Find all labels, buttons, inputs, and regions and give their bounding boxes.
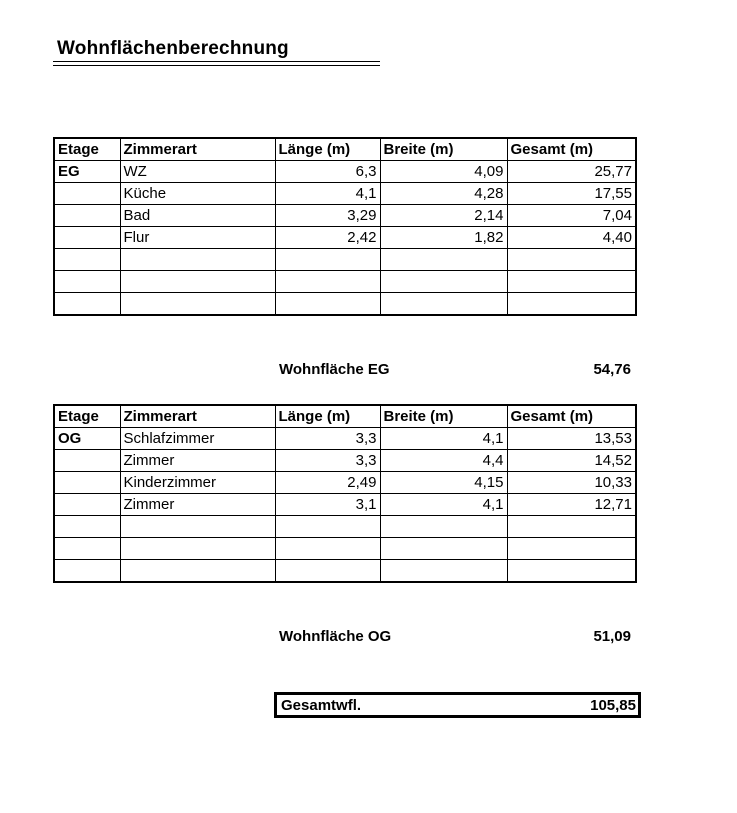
empty-row	[54, 538, 636, 560]
header-gesamt: Gesamt (m)	[507, 405, 636, 428]
total-box	[274, 692, 641, 718]
total-label: Gesamtwfl.	[281, 696, 362, 714]
room-cell: Schlafzimmer	[120, 428, 275, 450]
room-cell: WZ	[120, 161, 275, 183]
room-cell: Bad	[120, 205, 275, 227]
etage-cell	[54, 183, 120, 205]
gesamt-cell: 17,55	[507, 183, 636, 205]
gesamt-cell: 10,33	[507, 472, 636, 494]
room-cell: Flur	[120, 227, 275, 249]
header-etage: Etage	[54, 405, 120, 428]
gesamt-cell: 4,40	[507, 227, 636, 249]
breite-cell: 4,4	[380, 450, 507, 472]
sum-og	[279, 628, 631, 645]
laenge-cell: 3,1	[275, 494, 380, 516]
table-row	[54, 205, 636, 227]
laenge-cell: 4,1	[275, 183, 380, 205]
gesamt-cell: 7,04	[507, 205, 636, 227]
etage-cell	[54, 205, 120, 227]
gesamt-cell: 14,52	[507, 450, 636, 472]
breite-cell: 4,1	[380, 494, 507, 516]
laenge-cell: 3,29	[275, 205, 380, 227]
etage-cell	[54, 472, 120, 494]
sum-eg	[279, 361, 631, 378]
etage-cell	[54, 227, 120, 249]
table-row	[54, 227, 636, 249]
header-gesamt: Gesamt (m)	[507, 138, 636, 161]
room-cell: Kinderzimmer	[120, 472, 275, 494]
breite-cell: 4,28	[380, 183, 507, 205]
laenge-cell: 6,3	[275, 161, 380, 183]
table-row	[54, 494, 636, 516]
empty-row	[54, 516, 636, 538]
header-breite: Breite (m)	[380, 138, 507, 161]
total-value: 105,85	[590, 696, 636, 714]
header-zimmerart: Zimmerart	[120, 138, 275, 161]
breite-cell: 2,14	[380, 205, 507, 227]
etage-cell	[54, 494, 120, 516]
sum-og-value: 51,09	[593, 628, 631, 645]
empty-row	[54, 293, 636, 316]
table-eg	[53, 137, 637, 316]
sum-eg-label: Wohnfläche EG	[279, 361, 390, 378]
table-header-row	[54, 138, 636, 161]
room-cell: Zimmer	[120, 494, 275, 516]
header-laenge: Länge (m)	[275, 405, 380, 428]
header-etage: Etage	[54, 138, 120, 161]
title-underline	[53, 61, 380, 66]
table-header-row	[54, 405, 636, 428]
breite-cell: 4,15	[380, 472, 507, 494]
room-cell: Küche	[120, 183, 275, 205]
laenge-cell: 2,42	[275, 227, 380, 249]
header-zimmerart: Zimmerart	[120, 405, 275, 428]
gesamt-cell: 12,71	[507, 494, 636, 516]
laenge-cell: 2,49	[275, 472, 380, 494]
sum-og-label: Wohnfläche OG	[279, 628, 392, 645]
sum-eg-value: 54,76	[593, 361, 631, 378]
etage-cell: OG	[54, 428, 120, 450]
table-row	[54, 428, 636, 450]
breite-cell: 4,09	[380, 161, 507, 183]
breite-cell: 1,82	[380, 227, 507, 249]
table-row	[54, 450, 636, 472]
etage-cell: EG	[54, 161, 120, 183]
gesamt-cell: 13,53	[507, 428, 636, 450]
laenge-cell: 3,3	[275, 428, 380, 450]
empty-row	[54, 271, 636, 293]
header-breite: Breite (m)	[380, 405, 507, 428]
table-row	[54, 183, 636, 205]
empty-row	[54, 249, 636, 271]
table-row	[54, 161, 636, 183]
header-laenge: Länge (m)	[275, 138, 380, 161]
laenge-cell: 3,3	[275, 450, 380, 472]
empty-row	[54, 560, 636, 583]
page-title: Wohnflächenberechnung	[57, 38, 289, 59]
table-og	[53, 404, 637, 583]
breite-cell: 4,1	[380, 428, 507, 450]
table-row	[54, 472, 636, 494]
etage-cell	[54, 450, 120, 472]
room-cell: Zimmer	[120, 450, 275, 472]
gesamt-cell: 25,77	[507, 161, 636, 183]
